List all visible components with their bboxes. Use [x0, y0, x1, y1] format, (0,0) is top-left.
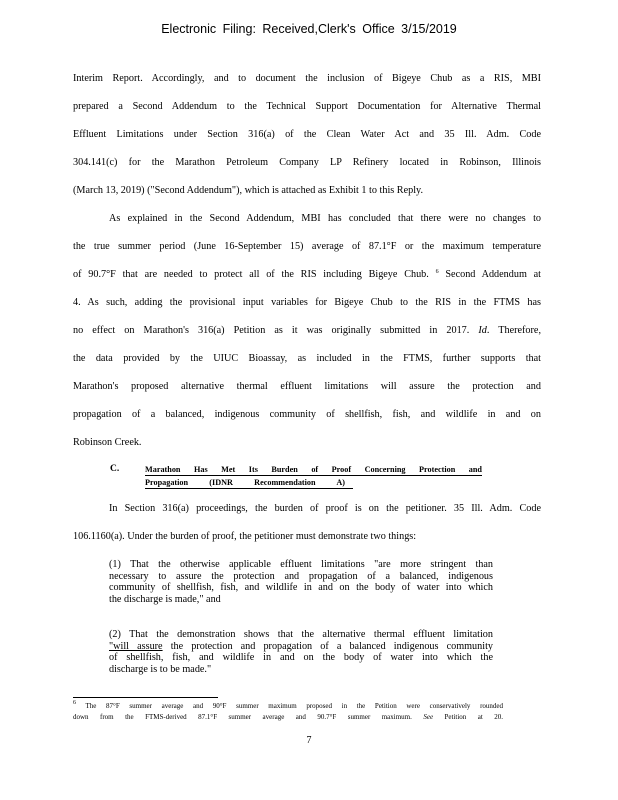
- heading-line: Propagation (IDNR Recommendation A): [145, 478, 345, 487]
- underlined-text: "will assure: [109, 640, 163, 652]
- text-segment: . Therefore,: [486, 325, 541, 336]
- footnote-line: [73, 701, 503, 712]
- text-line: Robinson Creek.: [73, 437, 142, 448]
- footnote-ref: 6: [435, 269, 439, 275]
- quote-line: of shellfish, fish, and wildlife in and on the body of water into which the: [109, 652, 493, 663]
- footnote-separator: [73, 697, 218, 698]
- id-cite: Id: [478, 325, 487, 336]
- text-segment: The 87°F summer average and 90°F summer maximum proposed in the Petition were conservatively rounded: [85, 702, 504, 710]
- text-line: Effluent Limitations under Section 316(a) of the Clean Water Act and 35 Ill. Adm. Code: [73, 129, 541, 140]
- text-line: prepared a Second Addendum to the Technical Support Documentation for Alternative Thermal: [73, 101, 541, 112]
- quote-line: community of shellfish, fish, and wildlife in and on the body of water into which: [109, 582, 493, 593]
- filing-header: Electronic Filing: Received,Clerk's Office 3/15/2019: [161, 22, 457, 36]
- quote-line: discharge is to be made.": [109, 663, 212, 675]
- text-segment: the protection and propagation of a balanced indigenous community: [170, 640, 493, 652]
- text-line: As explained in the Second Addendum, MBI has concluded that there were no changes to: [109, 213, 541, 224]
- text-line: the true summer period (June 16-September 15) average of 87.1°F or the maximum temperature: [73, 241, 541, 252]
- text-line: propagation of a balanced, indigenous community of shellfish, fish, and wildlife in and on: [73, 409, 541, 420]
- footnote-marker: 6: [73, 700, 76, 706]
- footnote-line: [73, 712, 503, 723]
- text-segment: no effect on Marathon's 316(a) Petition as it was originally submitted in 2017.: [73, 325, 470, 336]
- quote-line: [109, 641, 493, 653]
- heading-line: Marathon Has Met Its Burden of Proof Concerning Protection and: [145, 465, 482, 474]
- text-segment: Second Addendum at: [445, 269, 541, 280]
- text-segment: down from the FTMS-derived 87.1°F summer average and 90.7°F summer maximum.: [73, 713, 412, 721]
- quote-line: necessary to assure the protection and propagation of a balanced, indigenous: [109, 570, 493, 582]
- quote-line: (1) That the otherwise applicable effluent limitations "are more stringent than: [109, 559, 493, 570]
- quote-line: the discharge is made," and: [109, 593, 221, 605]
- page-number: 7: [306, 735, 312, 746]
- text-line: Marathon's proposed alternative thermal effluent limitations will assure the protection and: [73, 381, 541, 392]
- text-line: In Section 316(a) proceedings, the burden of proof is on the petitioner. 35 Ill. Adm. Code: [109, 503, 541, 514]
- text-segment: Petition at 20.: [444, 713, 504, 721]
- text-line: (March 13, 2019) ("Second Addendum"), which is attached as Exhibit 1 to this Reply.: [73, 185, 424, 196]
- text-line: 106.1160(a). Under the burden of proof, the petitioner must demonstrate two things:: [73, 531, 417, 542]
- heading-underline: [145, 488, 353, 489]
- section-label: C.: [110, 464, 120, 474]
- quote-line: (2) That the demonstration shows that the alternative thermal effluent limitation: [109, 629, 493, 640]
- text-line: [73, 269, 541, 281]
- text-line: the data provided by the UIUC Bioassay, as included in the FTMS, further supports that: [73, 353, 541, 364]
- text-segment: of 90.7°F that are needed to protect all of the RIS including Bigeye Chub.: [73, 269, 429, 280]
- text-line: Interim Report. Accordingly, and to document the inclusion of Bigeye Chub as a RIS, MBI: [73, 73, 541, 84]
- heading-underline: [145, 475, 482, 476]
- text-line: 304.141(c) for the Marathon Petroleum Company LP Refinery located in Robinson, Illinois: [73, 157, 541, 168]
- text-line: [73, 325, 541, 337]
- see-cite: See: [423, 713, 434, 721]
- text-line: 4. As such, adding the provisional input variables for Bigeye Chub to the RIS in the FTMS has: [73, 297, 541, 308]
